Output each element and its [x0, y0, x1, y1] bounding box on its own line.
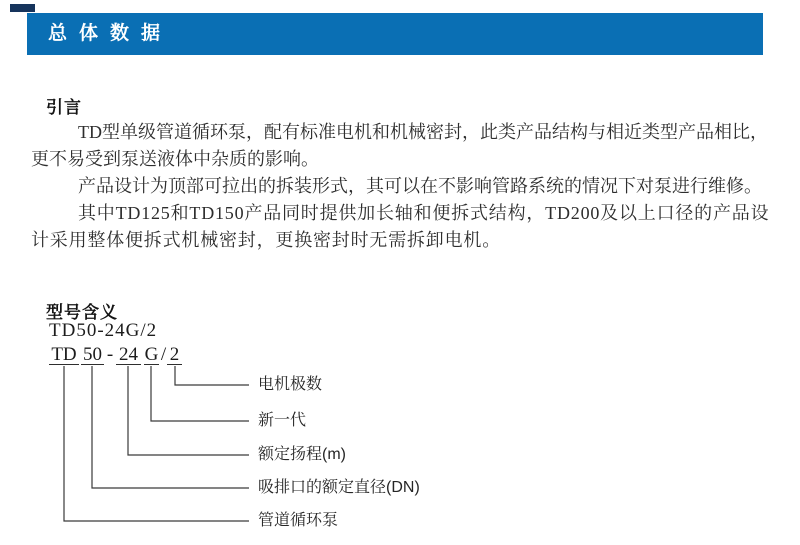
model-part-poles: 2 [167, 344, 182, 365]
intro-paragraphs [31, 119, 772, 254]
model-breakdown-row [0, 344, 800, 367]
label-new-generation: 新一代 [258, 412, 307, 429]
label-rated-diameter: 吸排口的额定直径(DN) [258, 479, 420, 496]
intro-paragraph-2: 产品设计为顶部可拉出的拆装形式，其可以在不影响管路系统的情况下对泵进行维修。 [78, 176, 762, 196]
model-part-head: 24 [116, 344, 141, 365]
section-title-bar [27, 13, 763, 55]
intro-paragraph-3: 其中TD125和TD150产品同时提供加长轴和便拆式结构，TD200及以上口径的产品设计采用整体便拆式机械密封，更换密封时无需拆卸电机。 [31, 203, 770, 250]
model-separator-dash: - [106, 344, 114, 365]
model-breakdown-connector-lines [0, 366, 800, 536]
label-motor-poles: 电机极数 [258, 376, 323, 393]
model-part-series: TD [49, 344, 79, 365]
corner-mark [10, 4, 35, 12]
intro-paragraph-1: TD型单级管道循环泵，配有标准电机和机械密封，此类产品结构与相近类型产品相比，更不易受到泵送液体中杂质的影响。 [31, 122, 768, 169]
model-code: TD50-24G/2 [49, 320, 158, 341]
model-part-generation: G [144, 344, 159, 365]
model-separator-slash: / [160, 344, 167, 365]
model-part-diameter: 50 [83, 344, 102, 365]
label-rated-head: 额定扬程(m) [258, 446, 346, 463]
intro-heading: 引言 [46, 98, 82, 117]
model-meaning-heading: 型号含义 [46, 303, 118, 322]
page-title: 总体数据 [48, 23, 173, 44]
label-pipeline-pump: 管道循环泵 [258, 512, 339, 529]
